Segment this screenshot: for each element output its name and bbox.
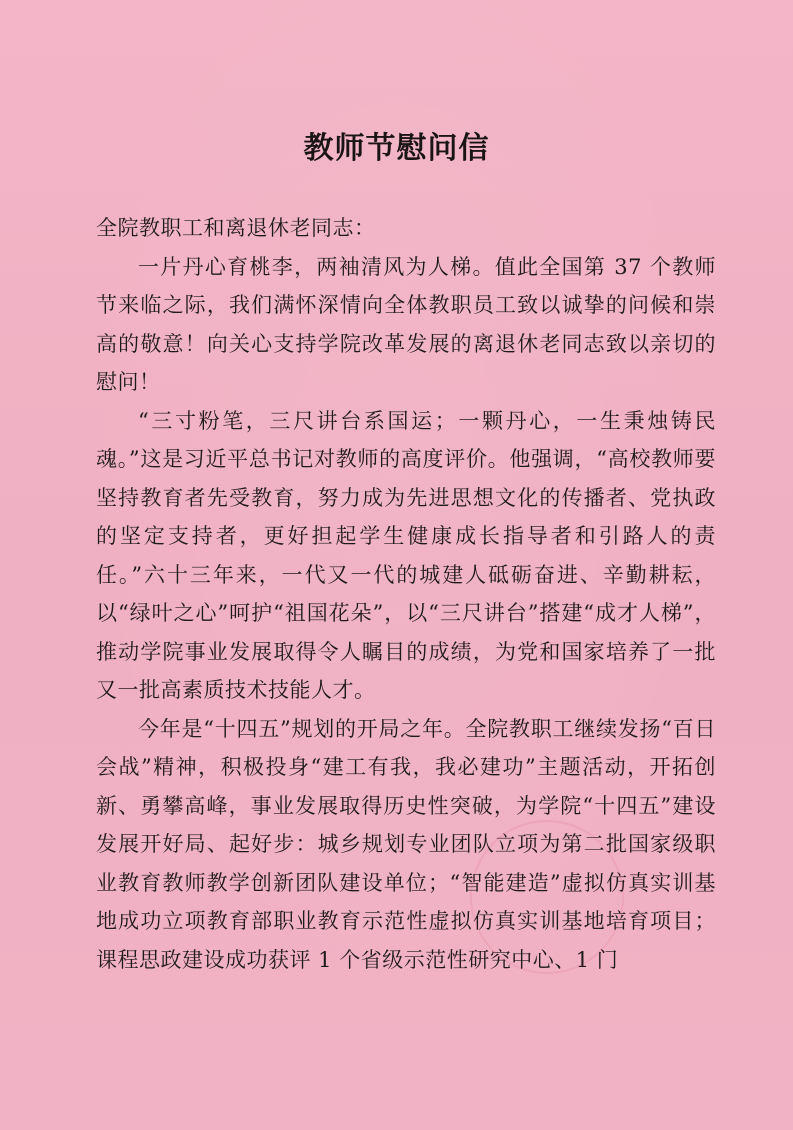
letter-paragraph: 今年是“十四五”规划的开局之年。全院教职工继续发扬“百日会战”精神，积极投身“建工有我，我必建功”主题活动，开拓创新、勇攀高峰，事业发展取得历史性突破，为学院“十四五”建设发展开好局、起好步：城乡规划专业团队立项为第二批国家级职业教育教师教学创新团队建设单位；“智能建造”虚拟仿真实训基地成功立项教育部职业教育示范性虚拟仿真实训基地培育项目；课程思政建设成功获评 1 个省级示范性研究中心、1 门 [96,716,716,972]
letter-salutation: 全院教职工和离退休老同志： [96,216,376,240]
letter-title: 教师节慰问信 [303,131,490,166]
faint-seal-mark [470,820,624,974]
letter-paragraph: 一片丹心育桃李，两袖清风为人梯。值此全国第 37 个教师节来临之际，我们满怀深情向全体教职员工致以诚挚的问候和崇高的敬意！向关心支持学院改革发展的离退休老同志致以亲切的慰问！ [96,254,716,394]
letter-body [96,209,716,979]
letter-paragraph: “三寸粉笔，三尺讲台系国运；一颗丹心，一生秉烛铸民魂。”这是习近平总书记对教师的高度评价。他强调，“高校教师要坚持教育者先受教育，努力成为先进思想文化的传播者、党执政的坚定支持者，更好担起学生健康成长指导者和引路人的责任。”六十三年来，一代又一代的城建人砥砺奋进、辛勤耕耘，以“绿叶之心”呵护“祖国花朵”，以“三尺讲台”搭建“成才人梯”，推动学院事业发展取得令人瞩目的成绩，为党和国家培养了一批又一批高素质技术技能人才。 [96,408,716,702]
